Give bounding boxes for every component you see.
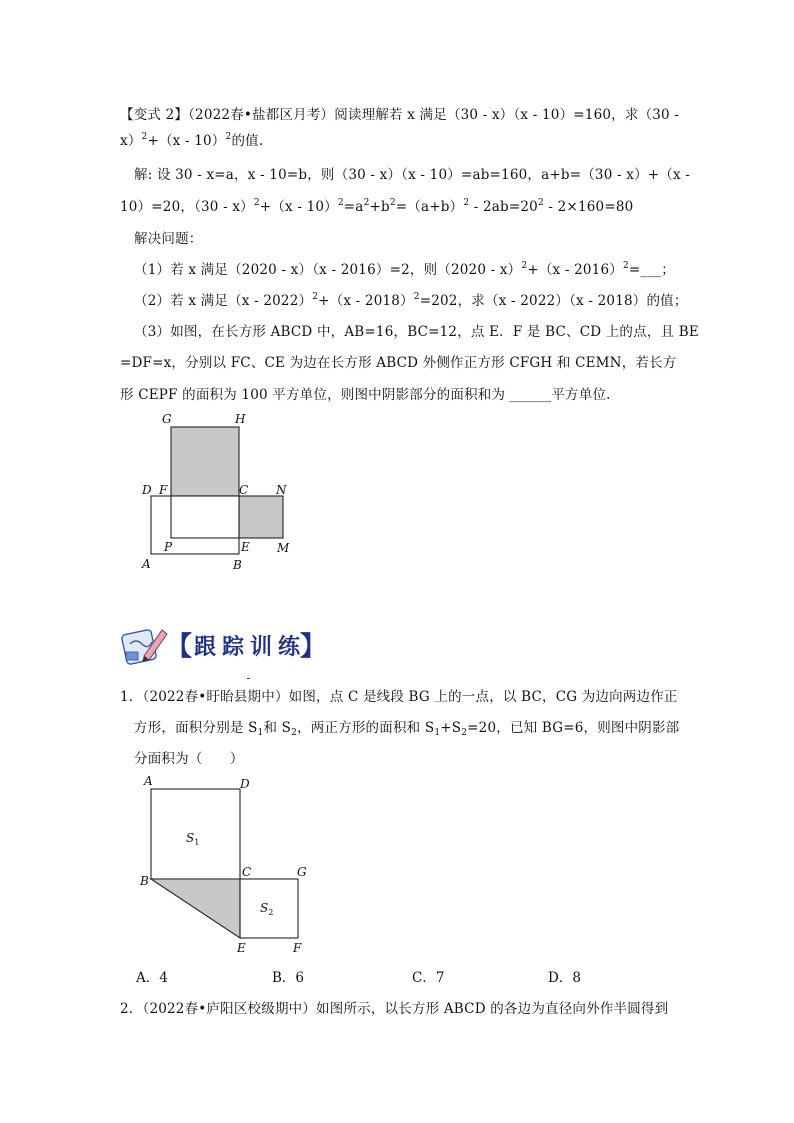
label-e2: E bbox=[237, 941, 246, 955]
label-b2: B bbox=[140, 874, 149, 888]
figure-1-rectangle-squares bbox=[135, 405, 305, 575]
solution-line-2: 10）=20，$(30 - x)^2+(x - 10)^2=a^2+b^2=(a+b)^2 - 2ab=20^2 - 2\times 160=80$ bbox=[120, 198, 634, 215]
label-g: G bbox=[162, 412, 172, 426]
label-b: B bbox=[233, 558, 242, 572]
label-a: A bbox=[142, 557, 151, 571]
banner-left-bracket: 【 bbox=[166, 632, 193, 662]
question-3-line-3: 形 CEPF 的面积为 100 平方单位，则图中阴影部分的面积和为 ______平方单位. bbox=[120, 387, 611, 403]
banner-right-bracket: 】 bbox=[300, 632, 327, 662]
label-e: E bbox=[241, 540, 250, 554]
pencil-note-icon bbox=[121, 629, 167, 665]
label-n: N bbox=[276, 483, 287, 497]
shaded-triangle bbox=[151, 879, 240, 938]
label-c: C bbox=[239, 483, 249, 497]
square-abcd bbox=[151, 789, 240, 879]
option-d[interactable]: D．8 bbox=[548, 970, 581, 986]
label-m: M bbox=[277, 541, 290, 555]
square-cfgh-shaded bbox=[171, 427, 239, 496]
label-g2: G bbox=[297, 865, 307, 879]
label-d2: D bbox=[240, 777, 250, 791]
label-c2: C bbox=[242, 865, 252, 879]
problem-1-line-3: 分面积为（ ） bbox=[134, 751, 244, 767]
label-f2: F bbox=[293, 941, 302, 955]
figure-2-two-squares bbox=[136, 772, 316, 960]
square-cemn-shaded bbox=[239, 496, 283, 538]
label-f: F bbox=[159, 483, 168, 497]
rectangle-cepf bbox=[171, 496, 239, 538]
label-d: D bbox=[142, 483, 152, 497]
solution-line-1: 解: 设 30 - x=a，x - 10=b，则（30 - x）（x - 10）=ab=160，a+b=（30 - x）+（x - bbox=[134, 167, 691, 183]
variant-line-2: x）$^2$+（x - 10）$^2$的值. bbox=[120, 132, 264, 149]
label-a2: A bbox=[144, 774, 153, 788]
question-3-line-2: =DF=x，分别以 FC、CE 为边在长方形 ABCD 外侧作正方形 CFGH 和 CEMN，若长方 bbox=[120, 355, 677, 371]
label-p: P bbox=[164, 540, 173, 554]
problem-1-line-1: 1．（2022春•盱眙县期中）如图，点 C 是线段 BG 上的一点，以 BC，CG 为边向两边作正 bbox=[120, 689, 678, 705]
option-b[interactable]: B．6 bbox=[272, 970, 305, 986]
banner-title: 跟踪训练 bbox=[194, 635, 307, 660]
option-a[interactable]: A．4 bbox=[136, 970, 168, 986]
small-dash bbox=[247, 678, 250, 679]
question-1: （1）若 x 满足（2020 - x）（x - 2016）=2，则（2020 - x）$^2$+（x - 2016）$^2$=___； bbox=[134, 261, 675, 278]
question-2: （2）若 x 满足（x - 2022）$^2$+（x - 2018）$^2$=202，求（x - 2022）（x - 2018）的值； bbox=[134, 292, 688, 309]
solve-title: 解决问题： bbox=[134, 231, 203, 247]
label-h: H bbox=[235, 412, 246, 426]
variant-line-1: 【变式 2】（2022春•盐都区月考）阅读理解若 x 满足（30 - x）（x - 10）=160，求（30 - bbox=[120, 107, 680, 123]
option-c[interactable]: C．7 bbox=[412, 970, 445, 986]
label-s2: $S_2$ bbox=[260, 901, 274, 917]
problem-1-line-2: 方形，面积分别是 $S_1$和 $S_2$，两正方形的面积和 $S_1+S_2=20$，已知 BG=6，则图中阴影部 bbox=[134, 720, 680, 738]
question-3-line-1: （3）如图，在长方形 ABCD 中，AB=16，BC=12，点 E．F 是 BC、CD 上的点，且 BE bbox=[134, 324, 699, 340]
label-s1: $S_1$ bbox=[186, 831, 200, 847]
problem-2-line-1: 2．（2022春•庐阳区校级期中）如图所示，以长方形 ABCD 的各边为直径向外作半圆得到 bbox=[120, 1001, 669, 1017]
